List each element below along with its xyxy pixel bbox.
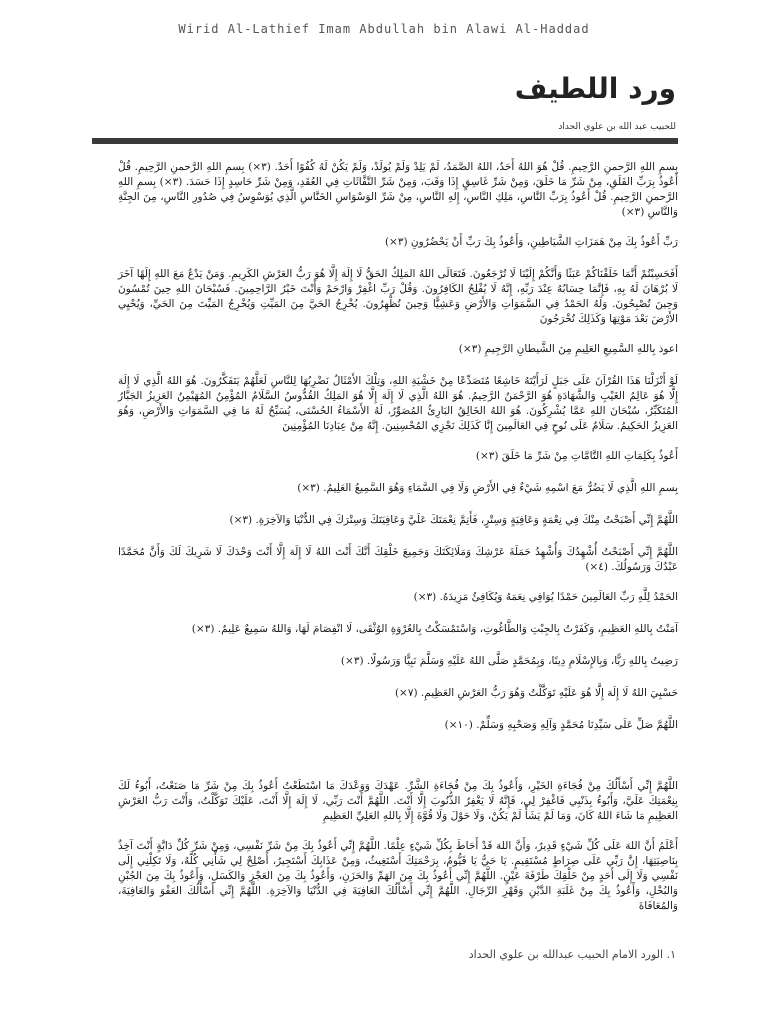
paragraph: اللَّهُمَّ إِنِّي أَسْأَلُكَ مِنْ فُجَاءَةِ الخَيْرِ، وَأَعُوذُ بِكَ مِنْ فُجَاءَةِ الشَّرِّ. عَهْدَكَ وَوَعْدَكَ مَا اسْتَطَعْتُ أَعُوذُ بِكَ مِنْ شَرِّ مَا صَنَعْتُ، أَبُوءُ لَكَ بِنِعْمَتِكَ عَلَيَّ، وَأَبُوءُ بِذَنْبِي فَاغْفِرْ لِي، فَإِنَّهُ لَا يَغْفِرُ الذُّنُوبَ إِلَّا أَنْتَ. اللَّهُمَّ أَنْتَ رَبِّي، لَا إِلَهَ إِلَّا أَنْتَ، عَلَيْكَ تَوَكَّلْتُ، وَأَنْتَ رَبُّ العَرْشِ العَظِيمِ مَا شَاءَ اللهُ كَانَ، وَمَا لَمْ يَشَأْ لَمْ يَكُنْ، وَلَا حَوْلَ وَلَا قُوَّةَ إِلَّا بِاللهِ العَلِيِّ العَظِيمِ [118,780,678,822]
running-header: Wirid Al-Lathief Imam Abdullah bin Alawi Al-Haddad [178,22,590,36]
paragraph: آمَنْتُ بِاللهِ العَظِيمِ، وَكَفَرْتُ بِالجِبْتِ وَالطَّاغُوتِ، وَاسْتَمْسَكْتُ بِالعُرْوَةِ الوُثْقَى، لَا انْفِصَامَ لَهَا، وَاللهُ سَمِيعٌ عَلِيمٌ. (٣×) [191,623,678,635]
paragraph: بِسمِ اللهِ الَّذِي لَا يَضُرُّ مَعَ اسْمِهِ شَيْءٌ فِي الأَرْضِ وَلَا فِي السَّمَاءِ وَهُوَ السَّمِيعُ العَلِيمُ. (٣×) [297,482,678,494]
wird-text-body [118,160,678,929]
page-title: ورد اللطيف [514,72,676,105]
paragraph: أَعْلَمُ أَنَّ اللهَ عَلَى كُلِّ شَيْءٍ قَدِيرٌ، وَأَنَّ اللهَ قَدْ أَحَاطَ بِكُلِّ شَيْءٍ عِلْمًا. اللَّهُمَّ إِنِّي أَعُوذُ بِكَ مِنْ شَرِّ نَفْسِي، وَمِنْ شَرِّ كُلِّ دَابَّةٍ أَنْتَ آخِذٌ بِنَاصِيَتِهَا، إِنَّ رَبِّي عَلَى صِرَاطٍ مُسْتَقِيمٍ. يَا حَيُّ يَا قَيُّومُ، بِرَحْمَتِكَ أَسْتَغِيثُ، وَمِنْ عَذَابِكَ أَسْتَجِيرُ، أَصْلِحْ لِي شَأْنِي كُلَّهُ، وَلَا تَكِلْنِي إِلَى نَفْسِي وَلَا إِلَى أَحَدٍ مِنْ خَلْقِكَ طَرْفَةَ عَيْنٍ. اللَّهُمَّ إِنِّي أَعُوذُ بِكَ مِنَ الهَمِّ وَالحَزَنِ، وَأَعُوذُ بِكَ مِنَ العَجْزِ وَالكَسَلِ، وَأَعُوذُ بِكَ مِنَ الجُبْنِ وَالبُخْلِ، وَأَعُوذُ بِكَ مِنْ غَلَبَةِ الدَّيْنِ وَقَهْرِ الرِّجَالِ. اللَّهُمَّ إِنِّي أَسْأَلُكَ العَافِيَةَ فِي الدُّنْيَا وَالآخِرَةِ. اللَّهُمَّ إِنِّي أَسْأَلُكَ العَفْوَ وَالعَافِيَةَ، وَالمُعَافَاةَ [118,840,678,912]
page-subtitle: للحبيب عبد الله بن علوي الحداد [558,122,676,132]
title-divider [92,138,678,144]
paragraph: اللَّهُمَّ إِنِّي أَصْبَحْتُ أُشْهِدُكَ وَأُشْهِدُ حَمَلَةَ عَرْشِكَ وَمَلَائِكَتَكَ وَجَمِيعَ خَلْقِكَ أَنَّكَ أَنْتَ اللهُ لَا إِلَهَ إِلَّا أَنْتَ وَحْدَكَ لَا شَرِيكَ لَكَ وَأَنَّ مُحَمَّدًا عَبْدُكَ وَرَسُولُكَ. (٤×) [118,546,678,573]
paragraph: أَفَحَسِبْتُمْ أَنَّمَا خَلَقْنَاكُمْ عَبَثًا وَأَنَّكُمْ إِلَيْنَا لَا تُرْجَعُونَ. فَتَعَالَى اللهُ المَلِكُ الحَقُّ لَا إِلَهَ إِلَّا هُوَ رَبُّ العَرْشِ الكَرِيمِ. وَمَنْ يَدْعُ مَعَ اللهِ إِلَهًا آخَرَ لَا بُرْهَانَ لَهُ بِهِ، فَإِنَّمَا حِسَابُهُ عِنْدَ رَبِّهِ، إِنَّهُ لَا يُفْلِحُ الكَافِرُونَ. وَقُلْ رَبِّ اغْفِرْ وَارْحَمْ وَأَنْتَ خَيْرُ الرَّاحِمِينَ. فَسُبْحَانَ اللهِ حِينَ تُمْسُونَ وَحِينَ تُصْبِحُونَ. وَلَهُ الحَمْدُ فِي السَّمَوَاتِ وَالأَرْضِ وَعَشِيًّا وَحِينَ تُظْهِرُونَ. يُخْرِجُ الحَيَّ مِنَ المَيِّتِ وَيُخْرِجُ المَيِّتَ مِنَ الحَيِّ، وَيُحْيِي الأَرْضَ بَعْدَ مَوْتِهَا وَكَذَلِكَ تُخْرَجُونَ [118,268,678,325]
page-footer: ١. الورد الامام الحبيب عبدالله بن علوي الحداد [468,948,676,961]
paragraph: الحَمْدُ لِلَّهِ رَبِّ العَالَمِينَ حَمْدًا يُوَافِي نِعَمَهُ وَيُكَافِئُ مَزِيدَهُ. (٣×) [413,591,678,603]
paragraph: لَوْ أَنْزَلْنَا هَذَا القُرْآنَ عَلَى جَبَلٍ لَرَأَيْتَهُ خَاشِعًا مُتَصَدِّعًا مِنْ خَشْيَةِ اللهِ، وَتِلْكَ الأَمْثَالُ نَضْرِبُهَا لِلنَّاسِ لَعَلَّهُمْ يَتَفَكَّرُونَ. هُوَ اللهُ الَّذِي لَا إِلَهَ إِلَّا هُوَ عَالِمُ الغَيْبِ وَالشَّهَادَةِ هُوَ الرَّحْمَنُ الرَّحِيمُ. هُوَ اللهُ الَّذِي لَا إِلَهَ إِلَّا هُوَ المَلِكُ القُدُّوسُ السَّلَامُ المُؤْمِنُ المُهَيْمِنُ العَزِيزُ الجَبَّارُ المُتَكَبِّرُ، سُبْحَانَ اللهِ عَمَّا يُشْرِكُونَ. هُوَ اللهُ الخَالِقُ البَارِئُ المُصَوِّرُ، لَهُ الأَسْمَاءُ الحُسْنَى، يُسَبِّحُ لَهُ مَا فِي السَّمَوَاتِ وَالأَرْضِ، وَهُوَ العَزِيزُ الحَكِيمُ. سَلَامٌ عَلَى نُوحٍ فِي العَالَمِينَ إِنَّا كَذَلِكَ نَجْزِي المُحْسِنِينَ. إِنَّهُ مِنْ عِبَادِنَا المُؤْمِنِينَ [118,375,678,432]
paragraph: اللَّهُمَّ صَلِّ عَلَى سَيِّدِنَا مُحَمَّدٍ وَآلِهِ وَصَحْبِهِ وَسَلِّمْ. (١٠×) [444,719,678,731]
paragraph: اعوذ بِاللهِ السَّمِيعِ العَلِيمِ مِنَ الشَّيطانِ الرَّجِيمِ (٣×) [458,343,678,355]
paragraph: اللَّهُمَّ إِنِّي أَصْبَحْتُ مِنْكَ فِي نِعْمَةٍ وَعَافِيَةٍ وَسِتْرٍ، فَأَتِمَّ نِعْمَتَكَ عَلَيَّ وَعَافِيَتَكَ وَسِتْرَكَ فِي الدُّنْيَا وَالآخِرَةِ. (٣×) [229,514,678,526]
paragraph: بِسمِ اللهِ الرَّحمنِ الرَّحِيمِ. قُلْ هُوَ اللهُ أَحَدٌ، اللهُ الصَّمَدُ، لَمْ يَلِدْ وَلَمْ يُولَدْ، وَلَمْ يَكُنْ لَهُ كُفُوًا أَحَدٌ. (٣×) بِسمِ اللهِ الرَّحمنِ الرَّحِيمِ. قُلْ أَعُوذُ بِرَبِّ الفَلَقِ، مِنْ شَرِّ مَا خَلَقَ، وَمِنْ شَرِّ غَاسِقٍ إِذَا وَقَبَ، وَمِنْ شَرِّ النَّفَّاثَاتِ فِي العُقَدِ، وَمِنْ شَرِّ حَاسِدٍ إِذَا حَسَدَ. (٣×) بِسمِ اللهِ الرَّحمنِ الرَّحِيمِ. قُلْ أَعُوذُ بِرَبِّ النَّاسِ، مَلِكِ النَّاسِ، إِلهِ النَّاسِ، مِنْ شَرِّ الوَسْوَاسِ الخَنَّاسِ الَّذِي يُوَسْوِسُ فِي صُدُورِ النَّاسِ، مِنَ الجِنَّةِ وَالنَّاسِ (٣×) [118,161,679,218]
paragraph: أَعُوذُ بِكَلِمَاتِ اللهِ التَّامَّاتِ مِنْ شَرِّ مَا خَلَقَ (٣×) [475,450,678,462]
paragraph: رَبِّ أَعُوذُ بِكَ مِنْ هَمَزَاتِ الشَّيَاطِينِ، وَأَعُوذُ بِكَ رَبِّ أَنْ يَحْضُرُونِ (٣×) [384,236,678,248]
paragraph: حَسْبِيَ اللهُ لَا إِلَهَ إِلَّا هُوَ عَلَيْهِ تَوَكَّلْتُ وَهُوَ رَبُّ العَرْشِ العَظِيمِ. (٧×) [394,687,678,699]
paragraph: رَضِيتُ بِاللهِ رَبًّا، وَبِالإِسْلَامِ دِينًا، وَبِمُحَمَّدٍ صَلَّى اللهُ عَلَيْهِ وَسَلَّمَ نَبِيًّا وَرَسُولًا. (٣×) [340,655,678,667]
